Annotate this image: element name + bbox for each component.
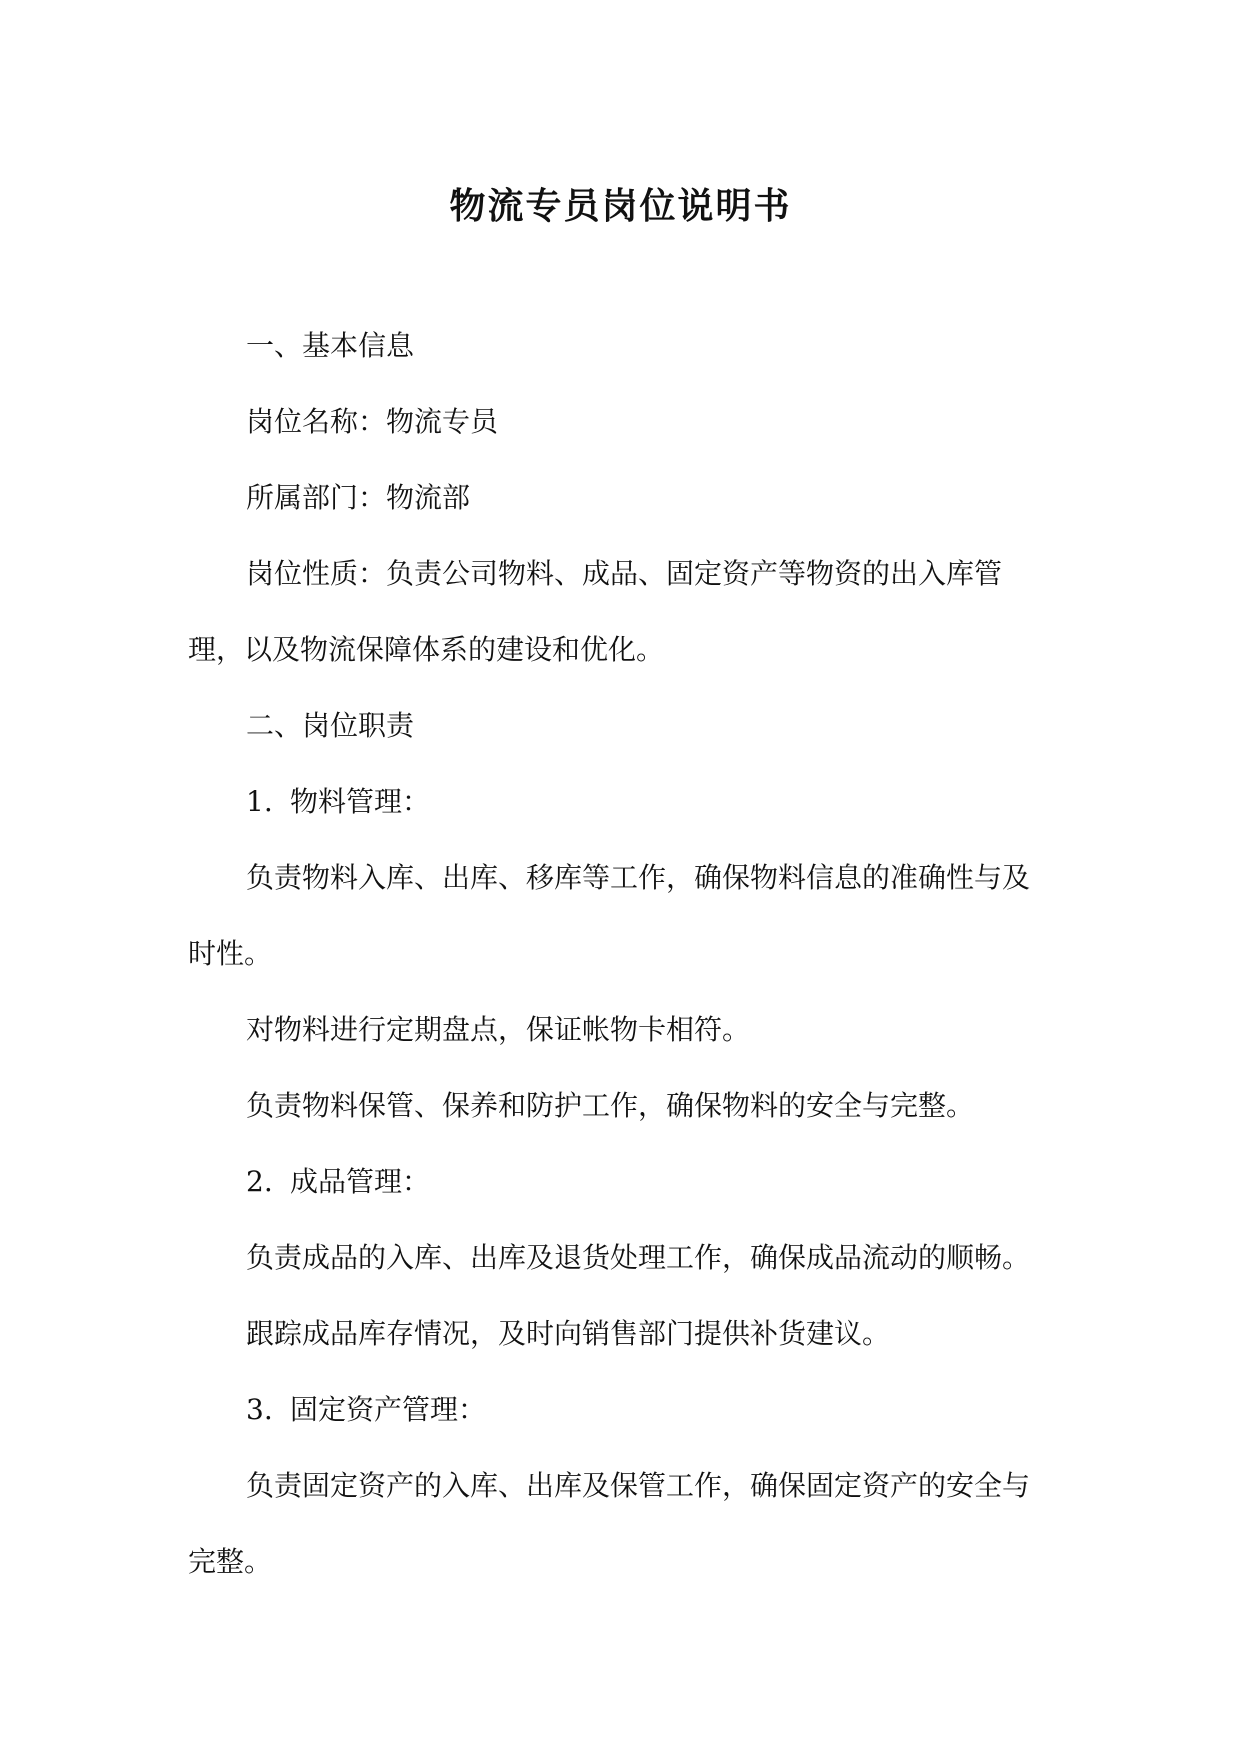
list-item: 对物料进行定期盘点，保证帐物卡相符。	[246, 1013, 751, 1046]
list-number: 2.	[246, 1165, 273, 1198]
duty-heading-text: 物料管理：	[290, 785, 431, 818]
position-name: 岗位名称：物流专员	[246, 405, 499, 438]
section-heading-basic-info: 一、基本信息	[246, 329, 415, 362]
list-item: 负责固定资产的入库、出库及保管工作，确保固定资产的安全与完整。	[188, 1469, 1031, 1578]
duty-heading-products	[188, 1144, 1054, 1220]
section-heading-duties: 二、岗位职责	[246, 709, 415, 742]
department: 所属部门：物流部	[246, 481, 471, 514]
duty-heading-fixed-assets	[188, 1372, 1054, 1448]
duty-heading-text: 固定资产管理：	[290, 1393, 487, 1426]
document-body	[188, 308, 1054, 1600]
list-item: 负责物料保管、保养和防护工作，确保物料的安全与完整。	[246, 1089, 975, 1122]
document-title: 物流专员岗位说明书	[449, 185, 792, 227]
duty-heading-materials	[188, 764, 1054, 840]
list-item: 负责物料入库、出库、移库等工作，确保物料信息的准确性与及时性。	[188, 861, 1031, 970]
list-number: 3.	[246, 1393, 273, 1426]
duty-heading-text: 成品管理：	[290, 1165, 431, 1198]
position-nature: 岗位性质：负责公司物料、成品、固定资产等物资的出入库管理，以及物流保障体系的建设和优化。	[188, 557, 1003, 666]
list-item: 负责成品的入库、出库及退货处理工作，确保成品流动的顺畅。	[246, 1241, 1031, 1274]
list-number: 1.	[246, 785, 273, 818]
list-item: 跟踪成品库存情况，及时向销售部门提供补货建议。	[246, 1317, 891, 1350]
